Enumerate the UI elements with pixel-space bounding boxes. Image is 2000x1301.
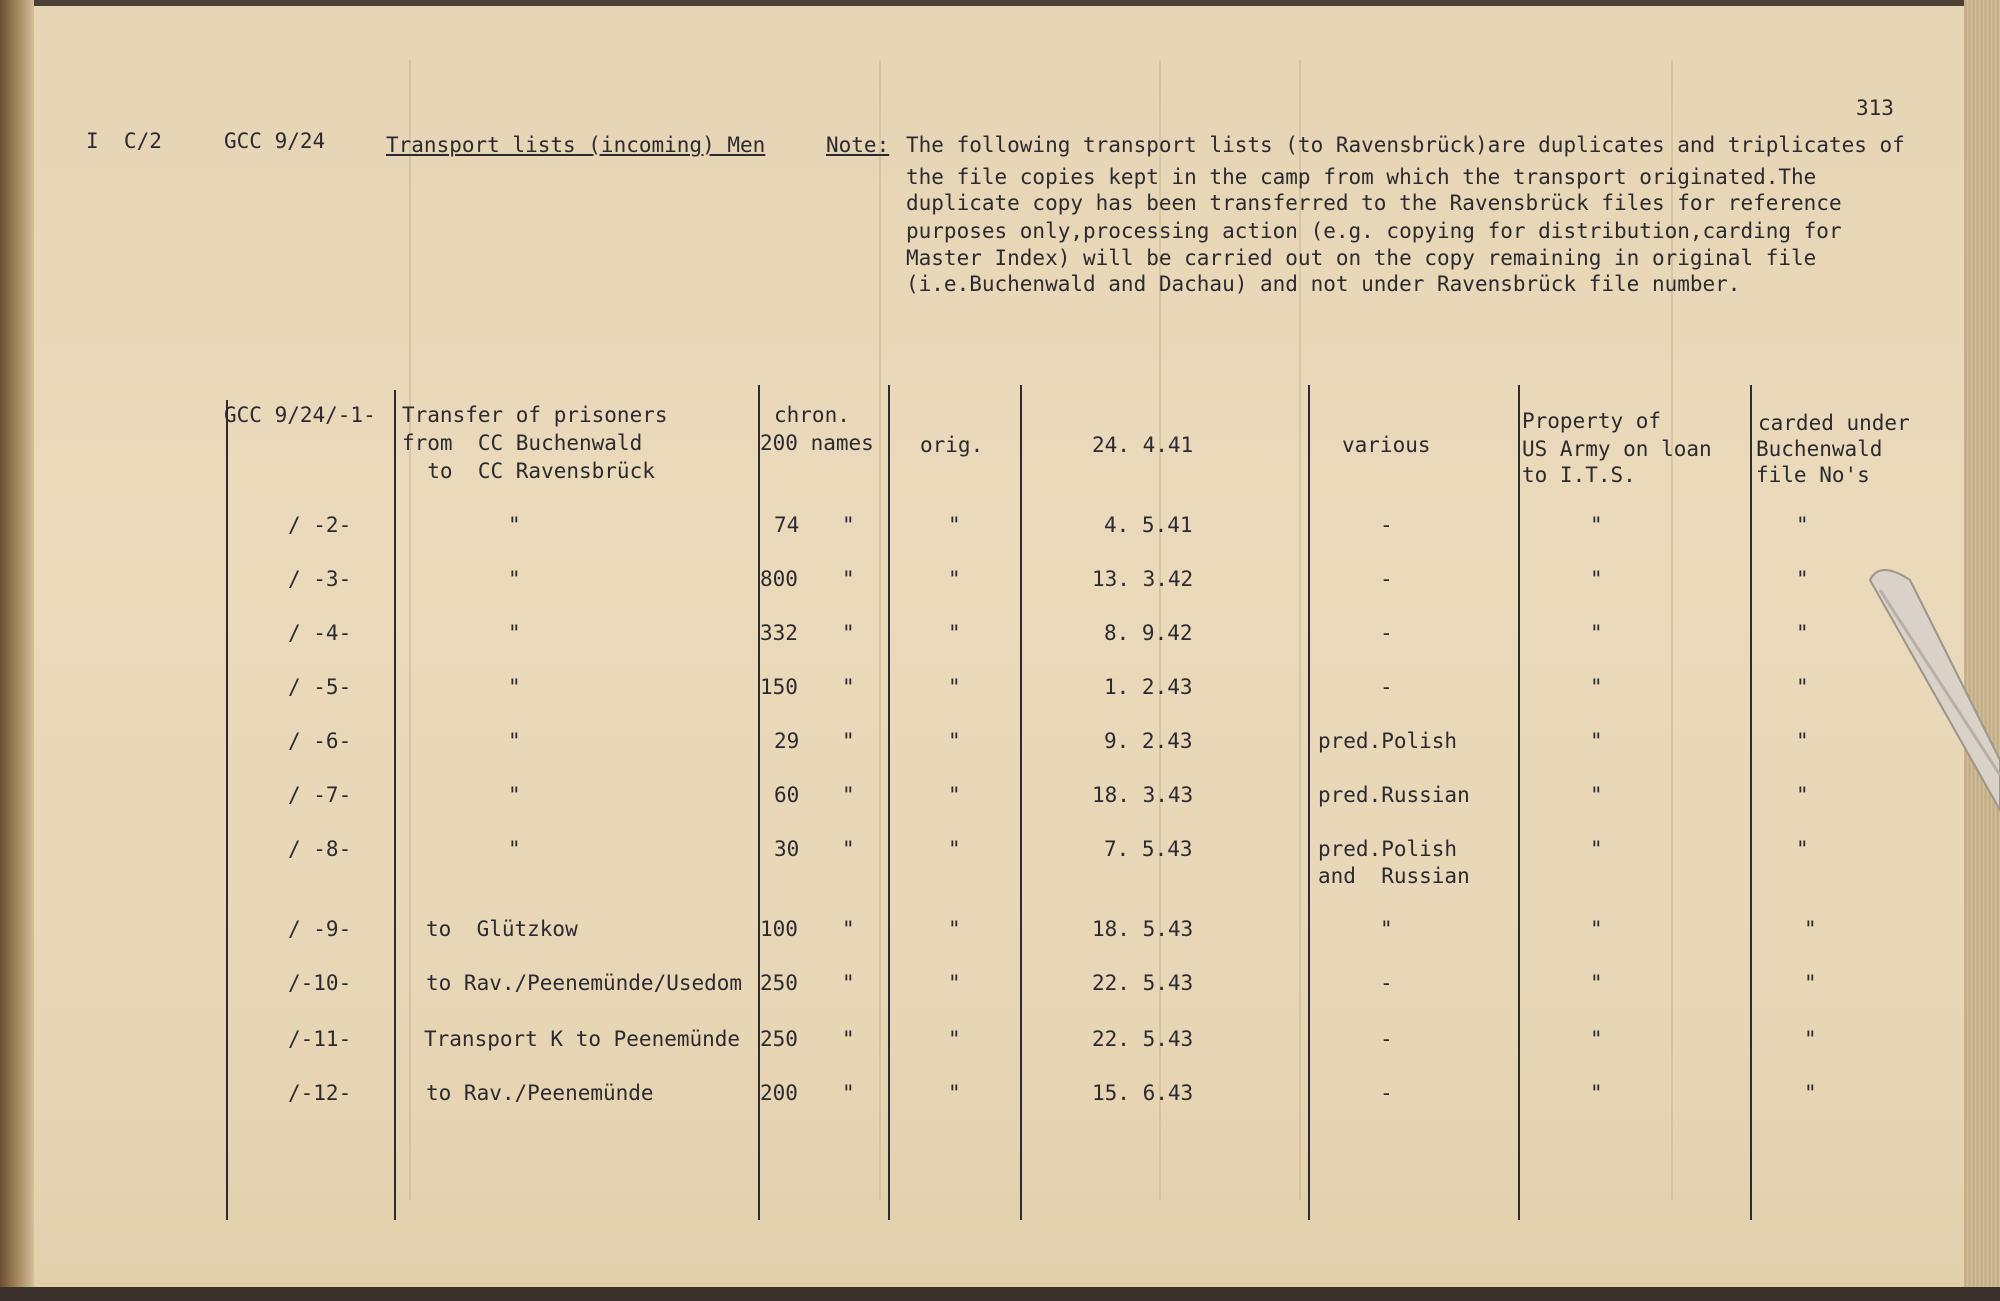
row-description: to Rav./Peenemünde/Usedom	[426, 971, 743, 995]
row-description: "	[508, 621, 521, 645]
row-property-ditto: "	[1590, 567, 1603, 591]
row-names-ditto: "	[842, 1081, 855, 1105]
row-number: / -7-	[288, 783, 352, 807]
row-1-description-line-1: Transfer of prisoners	[402, 403, 668, 427]
row-count: 800	[760, 567, 798, 591]
row-orig-ditto: "	[948, 917, 961, 941]
table-rule-left	[226, 400, 228, 1220]
row-1-property-line-3: to I.T.S.	[1522, 463, 1636, 487]
row-carded-ditto: "	[1804, 1027, 1817, 1051]
row-1-names: 200 names	[760, 431, 874, 455]
row-1-nationality: various	[1342, 433, 1431, 457]
row-orig-ditto: "	[948, 729, 961, 753]
row-carded-ditto: "	[1796, 513, 1809, 537]
row-description: "	[508, 837, 521, 861]
row-nationality: -	[1380, 1027, 1393, 1051]
row-property-ditto: "	[1590, 621, 1603, 645]
note-label: Note:	[826, 133, 890, 157]
row-nationality: pred.Polish and Russian	[1318, 837, 1470, 888]
row-nationality: -	[1380, 621, 1393, 645]
row-names-ditto: "	[842, 567, 855, 591]
row-1-property-line-2: US Army on loan	[1522, 437, 1712, 461]
note-line-2: the file copies kept in the camp from which the transport originated.The	[906, 165, 1817, 189]
row-date: 9. 2.43	[1104, 729, 1193, 753]
row-description: Transport K to Peenemünde	[424, 1027, 741, 1051]
row-nationality: -	[1380, 971, 1393, 995]
row-orig-ditto: "	[948, 621, 961, 645]
row-date: 18. 5.43	[1092, 917, 1194, 941]
row-1-orig: orig.	[920, 433, 984, 457]
row-nationality: pred.Polish	[1318, 729, 1458, 753]
row-number: / -9-	[288, 917, 352, 941]
row-count: 200	[760, 1081, 798, 1105]
row-date: 15. 6.43	[1092, 1081, 1194, 1105]
note-line-1: The following transport lists (to Ravensbrück)are duplicates and triplicates of	[906, 133, 1905, 157]
row-carded-ditto: "	[1804, 1081, 1817, 1105]
table-rule-property	[1750, 385, 1752, 1220]
row-count: 29	[774, 729, 800, 753]
row-number: /-12-	[288, 1081, 352, 1105]
document-title: Transport lists (incoming) Men	[386, 133, 766, 157]
row-orig-ditto: "	[948, 1081, 961, 1105]
row-description: "	[508, 513, 521, 537]
row-number: / -5-	[288, 675, 352, 699]
row-property-ditto: "	[1590, 729, 1603, 753]
row-date: 4. 5.41	[1104, 513, 1193, 537]
row-number: /-11-	[288, 1027, 352, 1051]
row-number: / -6-	[288, 729, 352, 753]
row-description: "	[508, 567, 521, 591]
row-date: 18. 3.43	[1092, 783, 1194, 807]
row-names-ditto: "	[842, 621, 855, 645]
row-property-ditto: "	[1590, 1027, 1603, 1051]
row-names-ditto: "	[842, 513, 855, 537]
row-property-ditto: "	[1590, 837, 1603, 861]
row-carded-ditto: "	[1804, 971, 1817, 995]
row-description: "	[508, 675, 521, 699]
row-names-ditto: "	[842, 675, 855, 699]
row-1-property-line-1: Property of	[1522, 409, 1662, 433]
row-names-ditto: "	[842, 971, 855, 995]
row-orig-ditto: "	[948, 675, 961, 699]
row-count: 30	[774, 837, 800, 861]
row-carded-ditto: "	[1796, 675, 1809, 699]
row-number: / -2-	[288, 513, 352, 537]
row-names-ditto: "	[842, 729, 855, 753]
row-nationality: "	[1380, 917, 1393, 941]
row-count: 100	[760, 917, 798, 941]
row-orig-ditto: "	[948, 567, 961, 591]
row-count: 332	[760, 621, 798, 645]
row-count: 150	[760, 675, 798, 699]
row-1-description-line-3: to CC Ravensbrück	[402, 459, 655, 483]
row-names-ditto: "	[842, 917, 855, 941]
row-count: 74	[774, 513, 800, 537]
row-number: / -3-	[288, 567, 352, 591]
row-1-carded-line-2: Buchenwald	[1756, 437, 1883, 461]
row-count: 250	[760, 1027, 798, 1051]
row-1-chron-label: chron.	[774, 403, 850, 427]
table-rule-orig	[1020, 385, 1022, 1220]
row-description: "	[508, 783, 521, 807]
note-line-3: duplicate copy has been transferred to the Ravensbrück files for reference	[906, 191, 1842, 215]
row-date: 22. 5.43	[1092, 971, 1194, 995]
row-orig-ditto: "	[948, 1027, 961, 1051]
row-carded-ditto: "	[1796, 621, 1809, 645]
book-spine	[0, 0, 34, 1301]
row-description: "	[508, 729, 521, 753]
row-carded-ditto: "	[1796, 729, 1809, 753]
row-carded-ditto: "	[1796, 837, 1809, 861]
row-orig-ditto: "	[948, 837, 961, 861]
row-property-ditto: "	[1590, 917, 1603, 941]
row-1-description-line-2: from CC Buchenwald	[402, 431, 643, 455]
row-property-ditto: "	[1590, 783, 1603, 807]
section-label: I C/2	[86, 129, 162, 153]
page-number: 313	[1856, 96, 1894, 120]
row-carded-ditto: "	[1796, 567, 1809, 591]
row-count: 250	[760, 971, 798, 995]
row-1-carded-line-3: file No's	[1756, 463, 1870, 487]
row-carded-ditto: "	[1796, 783, 1809, 807]
row-description: to Rav./Peenemünde	[426, 1081, 654, 1105]
row-number: /-10-	[288, 971, 352, 995]
row-names-ditto: "	[842, 1027, 855, 1051]
row-carded-ditto: "	[1804, 917, 1817, 941]
row-date: 22. 5.43	[1092, 1027, 1194, 1051]
row-date: 13. 3.42	[1092, 567, 1194, 591]
page-top-edge	[0, 0, 2000, 6]
row-date: 8. 9.42	[1104, 621, 1193, 645]
row-property-ditto: "	[1590, 513, 1603, 537]
row-nationality: -	[1380, 513, 1393, 537]
row-date: 7. 5.43	[1104, 837, 1193, 861]
row-number: / -4-	[288, 621, 352, 645]
row-property-ditto: "	[1590, 675, 1603, 699]
row-number: / -8-	[288, 837, 352, 861]
row-description: to Glützkow	[426, 917, 578, 941]
row-nationality: pred.Russian	[1318, 783, 1470, 807]
table-rule-date	[1308, 385, 1310, 1220]
row-orig-ditto: "	[948, 513, 961, 537]
row-1-date: 24. 4.41	[1092, 433, 1194, 457]
note-line-4: purposes only,processing action (e.g. copying for distribution,carding for	[906, 219, 1842, 243]
table-rule-nationality	[1518, 385, 1520, 1220]
row-orig-ditto: "	[948, 971, 961, 995]
row-names-ditto: "	[842, 783, 855, 807]
table-rule-number	[394, 390, 396, 1220]
row-date: 1. 2.43	[1104, 675, 1193, 699]
page-bottom-edge	[0, 1287, 2000, 1301]
tweezer-icon	[1850, 560, 2000, 820]
row-1-number: GCC 9/24/-1-	[224, 403, 376, 427]
row-names-ditto: "	[842, 837, 855, 861]
row-1-carded-line-1: carded under	[1758, 411, 1910, 435]
row-count: 60	[774, 783, 800, 807]
row-property-ditto: "	[1590, 971, 1603, 995]
note-line-6: (i.e.Buchenwald and Dachau) and not under Ravensbrück file number.	[906, 272, 1741, 296]
note-line-5: Master Index) will be carried out on the copy remaining in original file	[906, 246, 1817, 270]
file-reference: GCC 9/24	[224, 129, 326, 153]
row-nationality: -	[1380, 675, 1393, 699]
row-nationality: -	[1380, 1081, 1393, 1105]
row-nationality: -	[1380, 567, 1393, 591]
table-rule-names	[888, 385, 890, 1220]
row-orig-ditto: "	[948, 783, 961, 807]
row-property-ditto: "	[1590, 1081, 1603, 1105]
